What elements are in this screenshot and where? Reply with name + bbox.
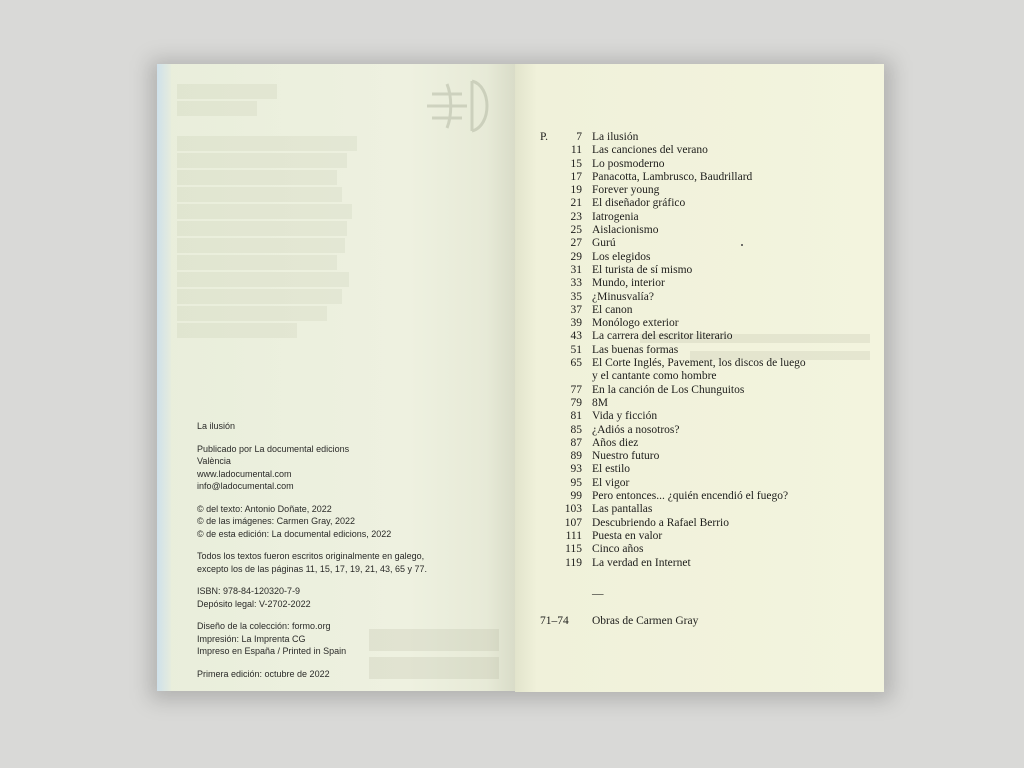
toc-title: Vida y ficción	[592, 410, 658, 423]
colophon-line: Diseño de la colección: formo.org	[197, 621, 331, 631]
toc-page-number: 111	[565, 529, 582, 542]
toc-entry	[540, 224, 870, 237]
toc-title: ¿Adiós a nosotros?	[592, 423, 680, 436]
toc-page-number: 87	[570, 436, 582, 449]
page-marker	[540, 344, 558, 357]
toc-page-number: 27	[570, 237, 582, 250]
page-marker	[540, 477, 558, 490]
toc-page-number: 107	[564, 516, 582, 529]
toc-title: La carrera del escritor literario	[592, 330, 733, 343]
page-marker	[540, 264, 558, 277]
toc-title: Nuestro futuro	[592, 450, 660, 463]
colophon-line: Depósito legal: V-2702-2022	[197, 598, 311, 609]
page-marker	[540, 370, 558, 383]
toc-title: y el cantante como hombre	[592, 370, 717, 383]
toc-title: El turista de sí mismo	[592, 263, 693, 276]
toc-entry	[540, 304, 870, 317]
toc-page-number: 35	[570, 290, 582, 303]
page-marker	[540, 184, 558, 197]
toc-page-number: 81	[570, 410, 582, 423]
toc-title: Aislacionismo	[592, 224, 659, 237]
toc-page-number: 37	[570, 303, 582, 316]
toc-entry	[540, 131, 870, 144]
page-marker	[540, 410, 558, 423]
toc-page-number	[558, 370, 592, 383]
page-marker	[540, 437, 558, 450]
toc-entry	[540, 357, 870, 370]
toc-title: El canon	[592, 303, 633, 316]
toc-entry	[540, 277, 870, 290]
toc-title: El Corte Inglés, Pavement, los discos de luego	[592, 357, 806, 370]
toc-title: 8M	[592, 396, 608, 409]
page-marker	[540, 277, 558, 290]
page-marker	[540, 490, 558, 503]
toc-page-number: 33	[570, 277, 582, 290]
toc-page-number: 21	[570, 197, 582, 210]
page-marker	[540, 503, 558, 516]
right-page	[515, 64, 884, 692]
colophon-line: © del texto: Antonio Doñate, 2022	[197, 503, 332, 514]
page-marker	[540, 317, 558, 330]
toc-entry	[540, 463, 870, 476]
toc-title: Descubriendo a Rafael Berrio	[592, 516, 729, 529]
toc-entry	[540, 344, 870, 357]
page-marker	[540, 197, 558, 210]
toc-entry	[540, 317, 870, 330]
toc-entry	[540, 384, 870, 397]
page-marker	[540, 330, 558, 343]
colophon-line: www.ladocumental.com	[197, 468, 292, 479]
colophon-gap	[197, 610, 507, 620]
toc-entry	[540, 330, 870, 343]
toc-page-number: 11	[570, 144, 582, 157]
toc-entry	[540, 264, 870, 277]
toc-page-number: 25	[570, 224, 582, 237]
toc-page-number: 19	[570, 184, 582, 197]
toc-page-number: 29	[570, 250, 582, 263]
page-marker	[540, 424, 558, 437]
toc-page-number: 89	[570, 450, 582, 463]
toc-extra-pages: 71–74	[540, 614, 569, 627]
colophon-line: Impreso en España / Printed in Spain	[197, 646, 347, 656]
toc-title: La verdad en Internet	[592, 556, 691, 569]
left-page	[157, 64, 515, 691]
toc-title: Lo posmoderno	[592, 157, 665, 170]
page-marker	[540, 171, 558, 184]
page-marker	[540, 384, 558, 397]
toc-title: Forever young	[592, 184, 660, 197]
page-marker	[540, 291, 558, 304]
colophon-line: València	[197, 456, 231, 466]
colophon-line: info@ladocumental.com	[197, 481, 294, 491]
page-marker	[540, 211, 558, 224]
toc-page-number: 77	[570, 383, 582, 396]
toc-page-number: 31	[570, 263, 582, 276]
colophon-line: Impresión: La Imprenta CG	[197, 633, 306, 644]
toc-extra-entry	[540, 615, 870, 627]
colophon-line: Publicado por La documental edicions	[197, 443, 350, 454]
toc-title: Las pantallas	[592, 503, 653, 516]
toc-entry	[540, 477, 870, 490]
toc-page-number: 93	[570, 463, 582, 476]
toc-title: En la canción de Los Chunguitos	[592, 383, 745, 396]
toc-title: El estilo	[592, 463, 631, 476]
toc-title: Pero entonces... ¿quién encendió el fuego?	[592, 490, 789, 503]
colophon-gap	[197, 493, 507, 503]
toc-entry	[540, 517, 870, 530]
toc-title: La ilusión	[592, 131, 639, 143]
toc-entry	[540, 410, 870, 423]
page-marker	[540, 450, 558, 463]
toc-title: Las buenas formas	[592, 343, 679, 356]
colophon-gap	[197, 540, 507, 550]
page-marker	[540, 158, 558, 171]
colophon-line: Todos los textos fueron escritos originalmente en galego,	[197, 551, 425, 561]
page-marker	[540, 543, 558, 556]
toc-page-number: 119	[565, 556, 582, 569]
toc-page-number: 15	[570, 157, 582, 170]
toc-title: Mundo, interior	[592, 277, 665, 290]
colophon-gap	[197, 575, 507, 585]
toc-entry	[540, 543, 870, 556]
toc-entry	[540, 251, 870, 264]
toc-entry	[540, 171, 870, 184]
page-marker	[540, 357, 558, 370]
toc-page-number: 95	[570, 476, 582, 489]
toc-entry	[540, 557, 870, 570]
toc-page-number: 103	[564, 503, 582, 516]
toc-entry	[540, 370, 870, 383]
page-marker	[540, 517, 558, 530]
page-marker	[540, 224, 558, 237]
colophon-gap	[197, 433, 507, 443]
page-edge	[157, 64, 171, 691]
page-marker	[540, 463, 558, 476]
toc-entry	[540, 450, 870, 463]
toc-page-number: 43	[570, 330, 582, 343]
toc-title: Cinco años	[592, 543, 644, 556]
toc-page-number: 85	[570, 423, 582, 436]
toc-title: Monólogo exterior	[592, 317, 679, 330]
toc-entry	[540, 490, 870, 503]
toc-page-number: 51	[570, 343, 582, 356]
toc-title: Puesta en valor	[592, 529, 663, 542]
colophon-line: Primera edición: octubre de 2022	[197, 668, 330, 679]
table-of-contents	[540, 131, 870, 627]
page-marker: P.	[540, 131, 548, 143]
toc-page-number: 79	[570, 396, 582, 409]
toc-entry	[540, 503, 870, 516]
page-marker	[540, 304, 558, 317]
toc-title: Iatrogenia	[592, 210, 639, 223]
toc-page-number: 17	[570, 170, 582, 183]
toc-title: Las canciones del verano	[592, 144, 708, 157]
toc-title: Años diez	[592, 436, 639, 449]
colophon-line: © de esta edición: La documental edicions, 2022	[197, 528, 392, 539]
toc-entry	[540, 530, 870, 543]
page-marker	[540, 557, 558, 570]
toc-entry	[540, 158, 870, 171]
toc-page-number: 39	[570, 317, 582, 330]
toc-entry	[540, 144, 870, 157]
page-marker	[540, 251, 558, 264]
colophon-line: ISBN: 978-84-120320-7-9	[197, 586, 301, 596]
toc-entry	[540, 197, 870, 210]
toc-extra-title: Obras de Carmen Gray	[592, 614, 699, 627]
toc-title: Los elegidos	[592, 250, 651, 263]
toc-page-number: 115	[565, 543, 582, 556]
toc-entry	[540, 237, 870, 250]
toc-entry	[540, 184, 870, 197]
colophon	[197, 420, 507, 680]
page-marker	[540, 144, 558, 157]
toc-title: El diseñador gráfico	[592, 197, 686, 210]
colophon-line: © de las imágenes: Carmen Gray, 2022	[197, 516, 356, 526]
toc-title: ¿Minusvalía?	[592, 290, 654, 303]
toc-title: El vigor	[592, 476, 630, 489]
page-marker	[540, 530, 558, 543]
toc-page-number: 23	[570, 210, 582, 223]
colophon-gap	[197, 658, 507, 668]
toc-entry	[540, 437, 870, 450]
toc-entry	[540, 397, 870, 410]
page-marker	[540, 237, 558, 250]
toc-entry	[540, 211, 870, 224]
show-through-text	[177, 84, 497, 340]
colophon-line: excepto los de las páginas 11, 15, 17, 19, 21, 43, 65 y 77.	[197, 563, 427, 574]
toc-separator: —	[592, 587, 604, 600]
toc-page-number: 99	[570, 490, 582, 503]
toc-title: Panacotta, Lambrusco, Baudrillard	[592, 170, 753, 183]
page-marker	[540, 397, 558, 410]
toc-page-number: 65	[570, 357, 582, 370]
toc-title: Gurú	[592, 237, 616, 250]
toc-entry	[540, 291, 870, 304]
colophon-line: La ilusión	[197, 421, 236, 431]
toc-page-number: 7	[576, 131, 582, 143]
toc-entry	[540, 424, 870, 437]
